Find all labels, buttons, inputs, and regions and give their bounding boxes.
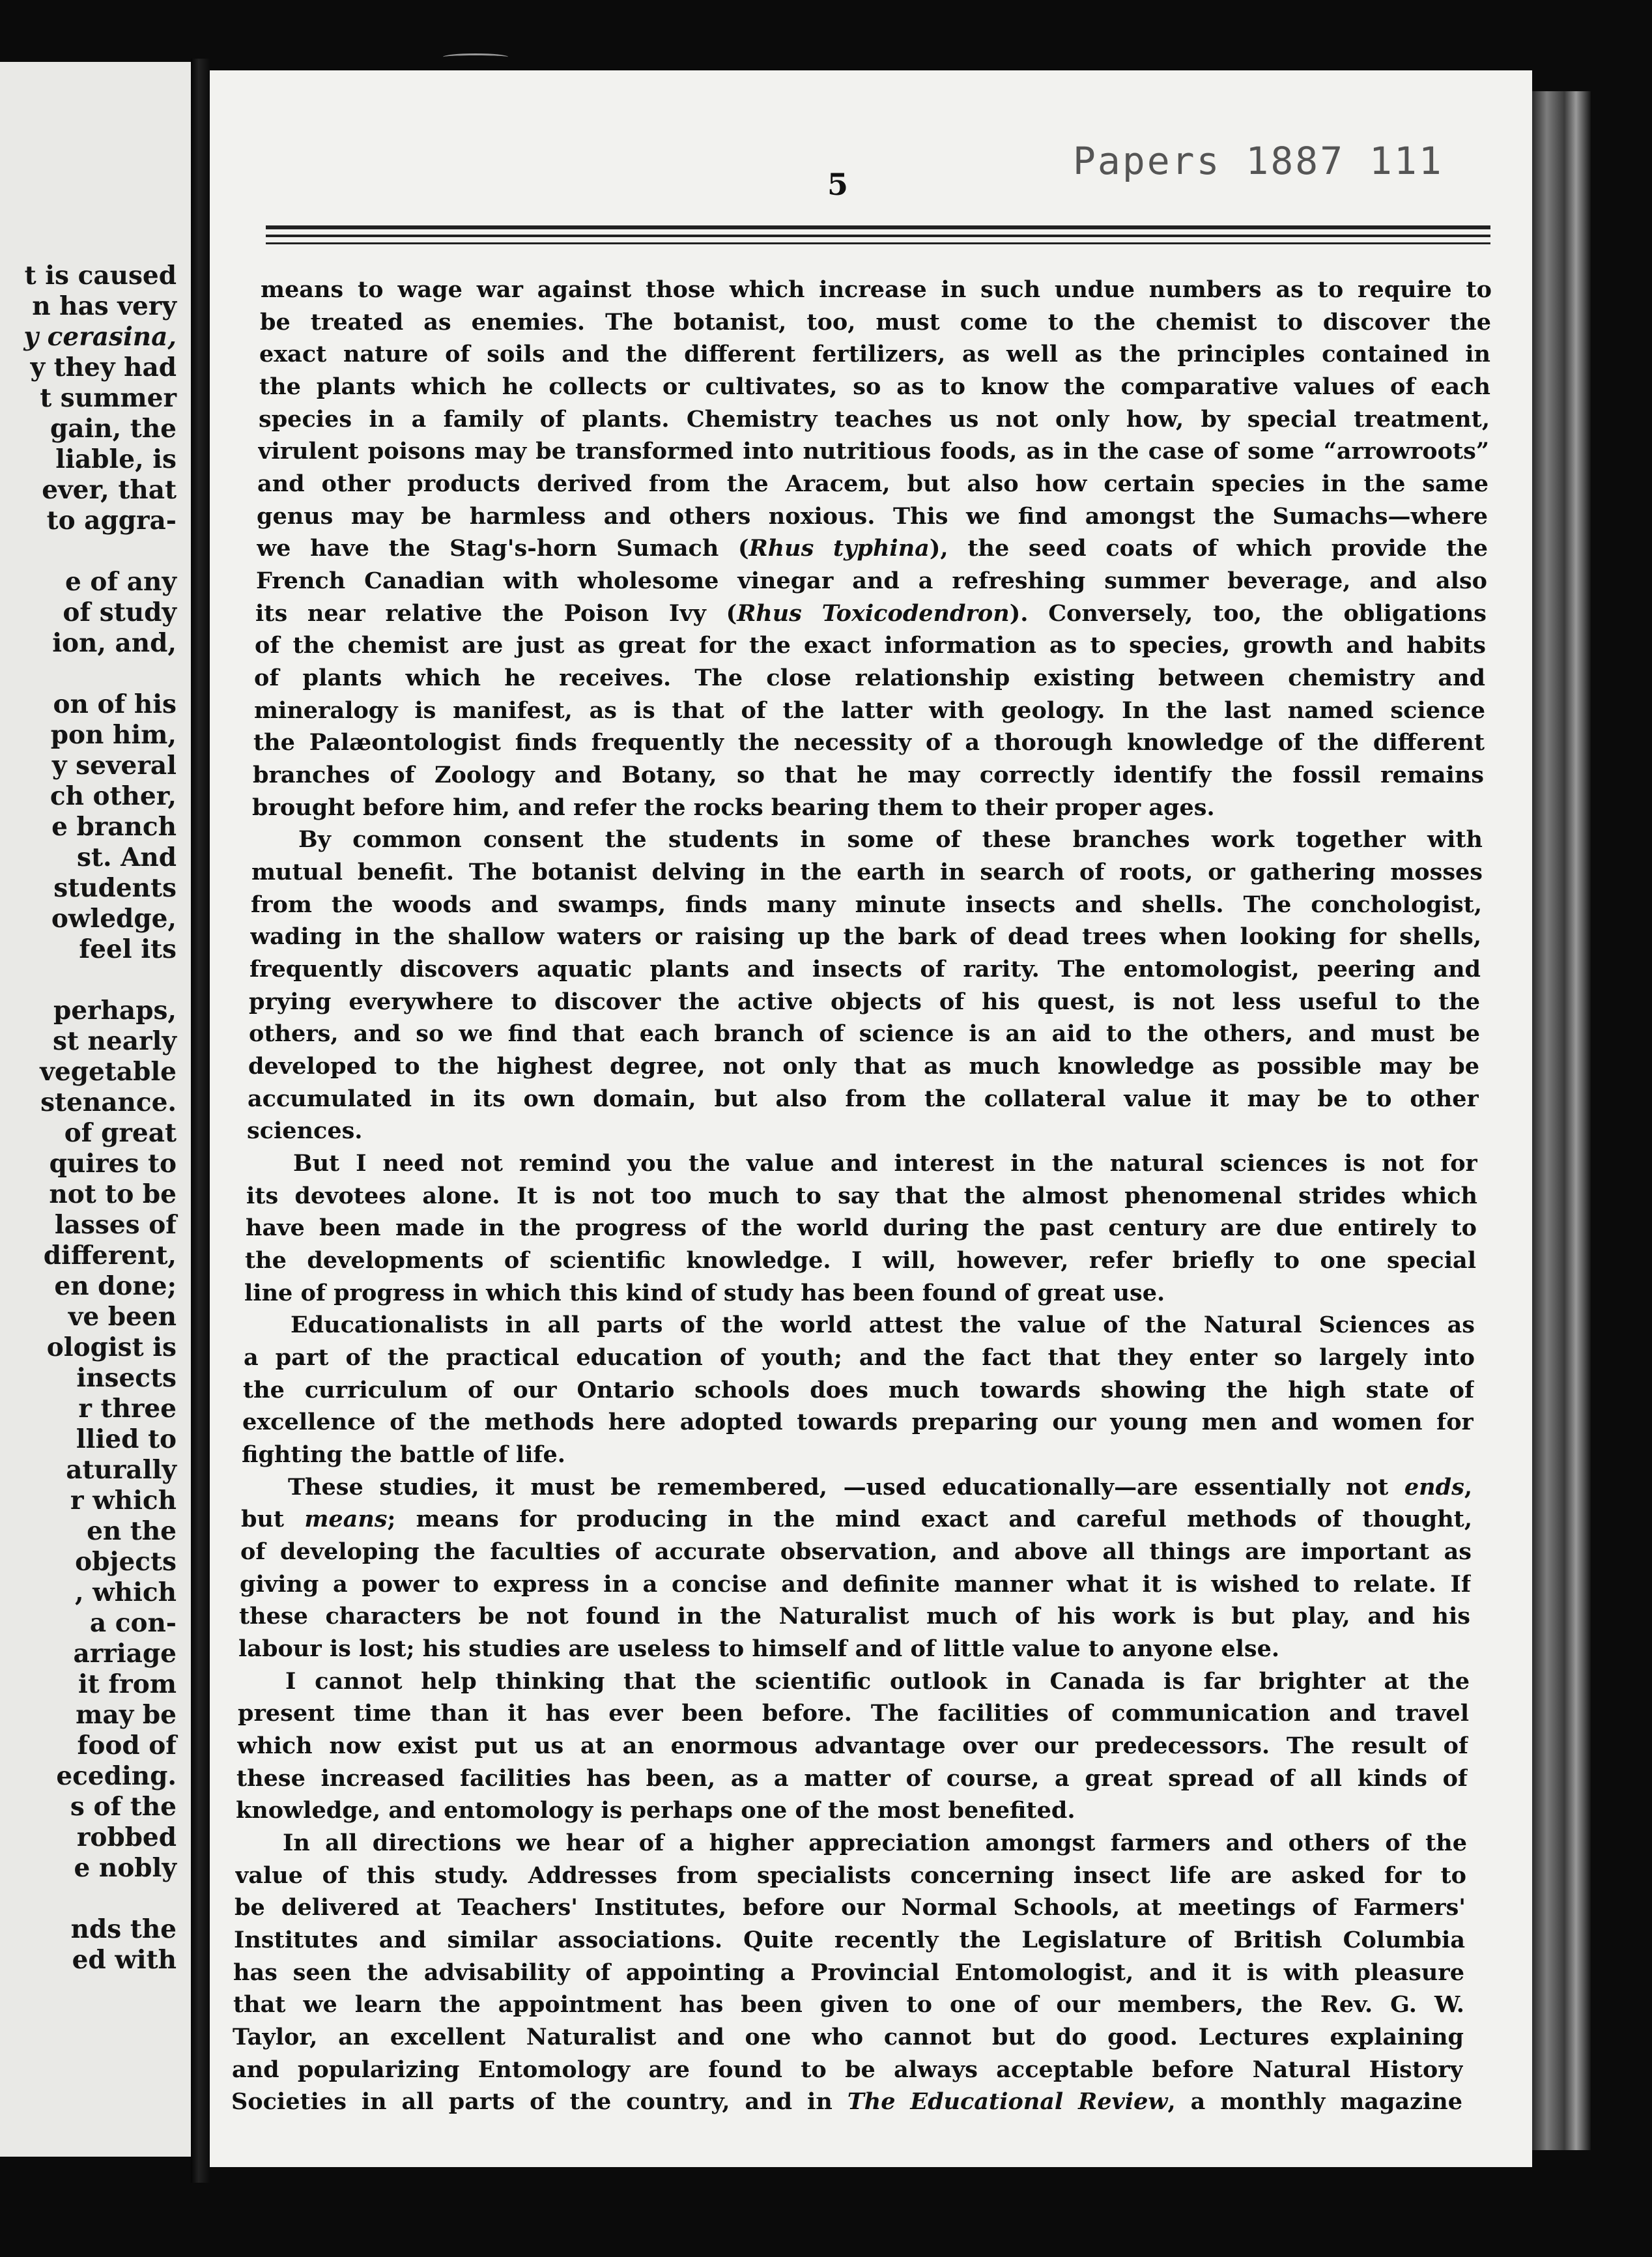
body-line: from the woods and swamps, finds many minute insects and shells. The conchologist, <box>251 891 1482 918</box>
body-line: its devotees alone. It is not too much to say that the almost phenomenal strides which <box>246 1182 1477 1209</box>
body-line: exact nature of soils and the different fertilizers, as well as the principles contained in <box>259 341 1490 368</box>
archive-header-note: Papers 1887 111 <box>1073 139 1444 183</box>
left-page-line: e branch <box>51 812 177 842</box>
body-line: has seen the advisability of appointing a Provincial Entomologist, and it is with pleasure <box>233 1959 1464 1986</box>
body-line: present time than it has ever been before. The facilities of communication and travel <box>238 1700 1469 1727</box>
body-line: be treated as enemies. The botanist, too, must come to the chemist to discover the <box>260 308 1491 336</box>
left-page-line: owledge, <box>51 904 177 934</box>
body-line: the Palæontologist finds frequently the necessity of a thorough knowledge of the different <box>253 729 1485 756</box>
body-text <box>210 70 1532 2167</box>
body-line: that we learn the appointment has been given to one of our members, the Rev. G. W. <box>233 1991 1464 2019</box>
body-line: developed to the highest degree, not only that as much knowledge as possible may be <box>248 1053 1479 1080</box>
left-page-line: nds the <box>70 1914 177 1944</box>
body-line: mineralogy is manifest, as is that of the latter with geology. In the last named science <box>254 697 1485 724</box>
left-page-line: not to be <box>49 1179 177 1209</box>
left-page-line: aturally <box>66 1455 177 1485</box>
left-page-line: may be <box>76 1700 177 1730</box>
body-line: branches of Zoology and Botany, so that he may correctly identify the fossil remains <box>253 762 1484 789</box>
left-page-line: ion, and, <box>52 628 177 658</box>
left-page-line: ever, that <box>42 475 177 505</box>
page-edge-shadow <box>1532 91 1591 2150</box>
left-page-line: insects <box>76 1363 177 1393</box>
body-line: accumulated in its own domain, but also from the collateral value it may be to other <box>248 1085 1479 1112</box>
left-page-line: pon him, <box>50 720 177 750</box>
body-line: These studies, it must be remembered, —used educationally—are essentially not ends, <box>288 1473 1472 1501</box>
left-page-line: quires to <box>49 1149 177 1179</box>
body-line: Educationalists in all parts of the world attest the value of the Natural Sciences as <box>291 1312 1475 1339</box>
body-line: By common consent the students in some of these branches work together with <box>298 826 1483 854</box>
body-line: of developing the faculties of accurate observation, and above all things are important as <box>240 1538 1472 1566</box>
body-line: line of progress in which this kind of study has been found of great use. <box>244 1279 1165 1306</box>
left-page-line: t is caused <box>24 261 177 291</box>
body-line: means to wage war against those which increase in such undue numbers as to require to <box>261 276 1492 303</box>
body-line: which now exist put us at an enormous advantage over our predecessors. The result of <box>237 1732 1468 1760</box>
body-line: and other products derived from the Aracem, but also how certain species in the same <box>257 470 1488 498</box>
left-page-line: lasses of <box>54 1210 177 1240</box>
body-line: prying everywhere to discover the active objects of his quest, is not less useful to the <box>249 988 1480 1015</box>
body-line: Institutes and similar associations. Quite recently the Legislature of British Columbia <box>234 1927 1465 1954</box>
left-page-line: y several <box>51 751 177 781</box>
left-page-line: it from <box>78 1669 177 1699</box>
body-line: Societies in all parts of the country, and in The Educational Review, a monthly magazine <box>231 2088 1462 2116</box>
left-page-line: a con- <box>89 1608 177 1638</box>
body-line: fighting the battle of life. <box>242 1441 565 1469</box>
left-page-line: of great <box>64 1118 177 1148</box>
body-line: knowledge, and entomology is perhaps one of the most benefited. <box>236 1797 1075 1824</box>
body-line: the developments of scientific knowledge. I will, however, refer briefly to one special <box>245 1247 1476 1274</box>
body-line: But I need not remind you the value and interest in the natural sciences is not for <box>293 1150 1477 1177</box>
body-line: giving a power to express in a concise and definite manner what it is wished to relate. If <box>240 1570 1471 1598</box>
left-page-line: e of any <box>64 567 177 597</box>
body-line: a part of the practical education of youth; and the fact that they enter so largely into <box>244 1344 1475 1372</box>
body-line: be delivered at Teachers' Institutes, before our Normal Schools, at meetings of Farmers' <box>235 1894 1466 1921</box>
body-line: we have the Stag's-horn Sumach (Rhus typhina), the seed coats of which provide the <box>257 535 1488 562</box>
left-page-fragment <box>0 62 191 2157</box>
body-line: brought before him, and refer the rocks bearing them to their proper ages. <box>252 794 1215 821</box>
page-number: 5 <box>827 167 849 202</box>
scan-mark <box>443 53 508 61</box>
left-page-line: feel its <box>79 934 177 964</box>
body-line: labour is lost; his studies are useless to himself and of little value to anyone else. <box>238 1635 1280 1663</box>
left-page-line: t summer <box>40 383 177 413</box>
left-page-line: arriage <box>73 1639 177 1669</box>
left-page-line: on of his <box>53 689 177 719</box>
left-page-line: r which <box>70 1486 177 1516</box>
body-line: its near relative the Poison Ivy (Rhus Toxicodendron). Conversely, too, the obligations <box>255 599 1487 627</box>
body-line: I cannot help thinking that the scientific outlook in Canada is far brighter at the <box>285 1667 1470 1695</box>
body-line: the plants which he collects or cultivates, so as to know the comparative values of each <box>259 373 1490 400</box>
left-page-line: gain, the <box>50 414 177 444</box>
body-line: In all directions we hear of a higher appreciation amongst farmers and others of the <box>283 1830 1467 1857</box>
left-page-line: s of the <box>70 1792 177 1822</box>
body-line: species in a family of plants. Chemistry teaches us not only how, by special treatment, <box>259 405 1490 433</box>
left-page-line: robbed <box>76 1822 177 1852</box>
body-line: frequently discovers aquatic plants and insects of rarity. The entomologist, peering and <box>249 956 1481 983</box>
main-page <box>210 70 1532 2167</box>
body-line: genus may be harmless and others noxious. This we find amongst the Sumachs—where <box>257 502 1488 530</box>
body-line: wading in the shallow waters or raising up the bark of dead trees when looking for shells, <box>250 923 1481 951</box>
body-line: sciences. <box>247 1117 363 1145</box>
left-page-line: , which <box>75 1577 177 1607</box>
left-page-line: perhaps, <box>53 996 177 1026</box>
body-line: have been made in the progress of the world during the past century are due entirely to <box>246 1215 1477 1242</box>
body-line: excellence of the methods here adopted towards preparing our young men and women for <box>242 1409 1474 1436</box>
left-page-line: n has very <box>32 291 177 321</box>
left-page-line: ed with <box>72 1945 177 1975</box>
body-line: these characters be not found in the Naturalist much of his work is but play, and his <box>239 1603 1470 1630</box>
book-gutter <box>191 59 210 2183</box>
body-line: value of this study. Addresses from specialists concerning insect life are asked for to <box>235 1862 1466 1889</box>
left-page-line: en the <box>87 1516 177 1546</box>
body-line: French Canadian with wholesome vinegar and a refreshing summer beverage, and also <box>256 568 1487 595</box>
body-line: mutual benefit. The botanist delving in the earth in search of roots, or gathering mosses <box>251 859 1483 886</box>
left-page-line: food of <box>77 1731 177 1761</box>
left-page-line: st nearly <box>52 1026 177 1056</box>
left-page-line: r three <box>78 1394 177 1424</box>
left-page-line: llied to <box>76 1424 177 1454</box>
left-page-line: students <box>53 873 177 903</box>
body-line: of the chemist are just as great for the exact information as to species, growth and habits <box>255 632 1486 659</box>
left-page-line: liable, is <box>55 444 177 474</box>
left-page-line: ch other, <box>50 781 177 811</box>
left-page-line: stenance. <box>40 1087 177 1117</box>
left-page-line: st. And <box>76 842 177 872</box>
left-page-line: y cerasina, <box>23 322 177 352</box>
left-page-line: y they had <box>30 352 177 382</box>
left-page-line: en done; <box>54 1271 177 1301</box>
body-line: these increased facilities has been, as a matter of course, a great spread of all kinds of <box>236 1764 1468 1792</box>
left-page-line: objects <box>75 1547 177 1577</box>
left-page-line: ve been <box>68 1302 177 1332</box>
body-line: Taylor, an excellent Naturalist and one who cannot but do good. Lectures explaining <box>233 2024 1464 2051</box>
body-line: the curriculum of our Ontario schools does much towards showing the high state of <box>243 1376 1474 1403</box>
left-page-line: different, <box>43 1241 177 1271</box>
body-line: but means; means for producing in the mind exact and careful methods of thought, <box>241 1506 1472 1533</box>
body-line: and popularizing Entomology are found to be always acceptable before Natural History <box>232 2056 1463 2083</box>
body-line: virulent poisons may be transformed into nutritious foods, as in the case of some “arrowroots” <box>258 438 1489 465</box>
body-line: others, and so we find that each branch of science is an aid to the others, and must be <box>249 1020 1480 1048</box>
left-page-line: e nobly <box>74 1853 177 1883</box>
left-page-line: ologist is <box>46 1332 177 1362</box>
left-page-line: eceding. <box>56 1761 177 1791</box>
left-page-line: vegetable <box>40 1057 177 1087</box>
body-line: of plants which he receives. The close relationship existing between chemistry and <box>254 665 1485 692</box>
left-page-line: of study <box>63 597 177 627</box>
left-page-line: to aggra- <box>46 506 177 536</box>
